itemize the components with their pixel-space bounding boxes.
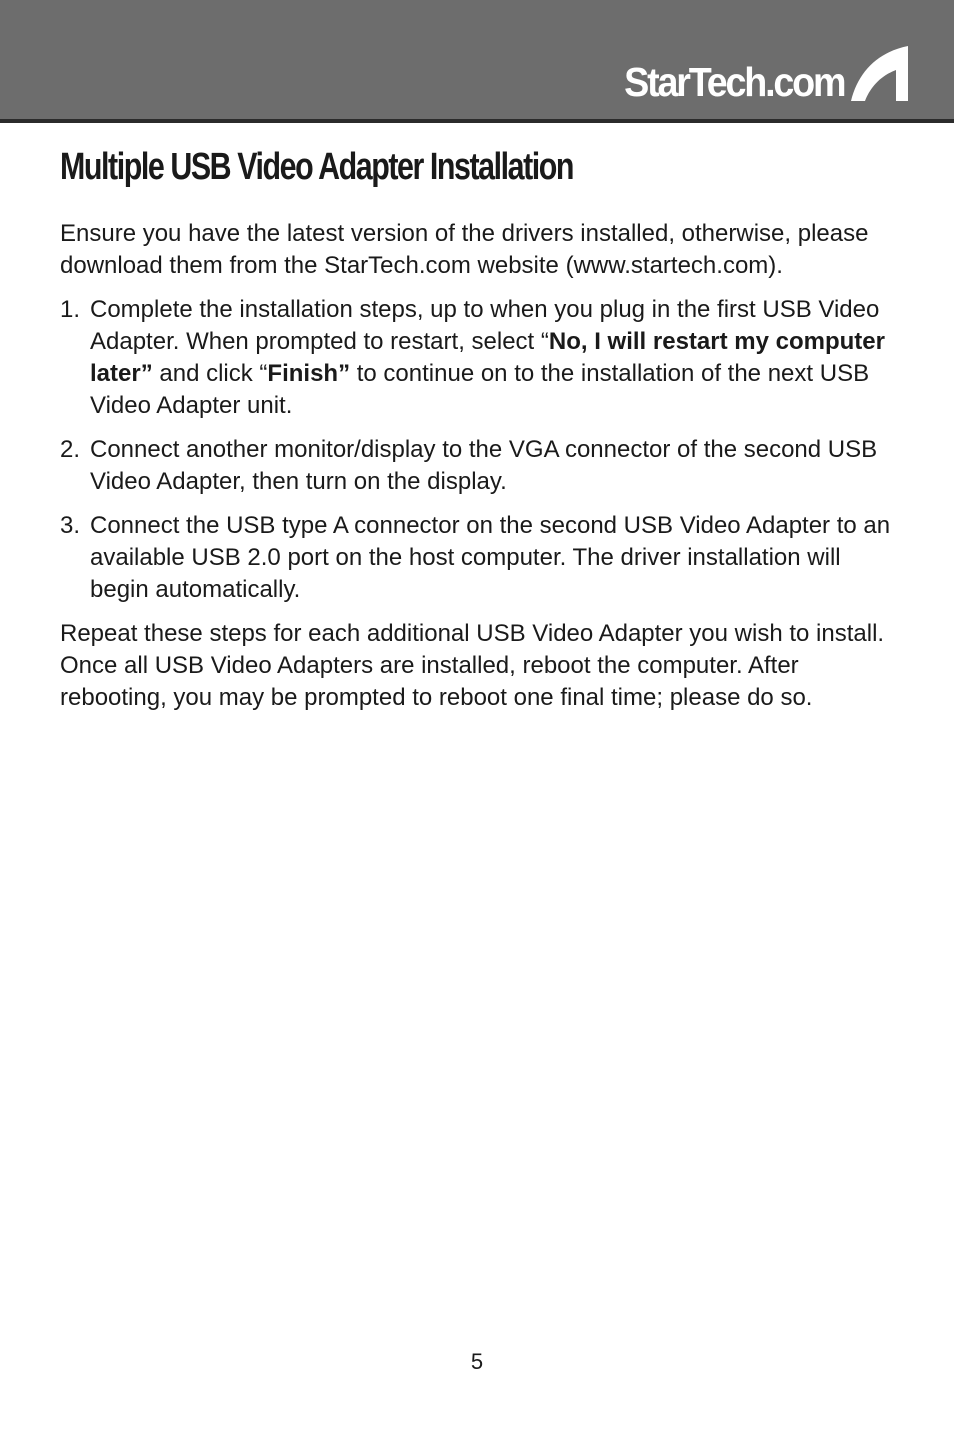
logo-text: StarTech.com (623, 59, 844, 105)
list-item-step-2 (60, 434, 900, 498)
intro-paragraph: Ensure you have the latest version of the drivers installed, otherwise, please download them from the StarTech.com website (www.startech.com). (60, 220, 869, 279)
page-title: Multiple USB Video Adapter Installation (60, 146, 574, 188)
step-text-part: Complete the installation steps, up to when you plug in the first USB Video Adapter. When prompted to restart, select “ (90, 296, 880, 355)
step-number: 1. (60, 296, 81, 323)
list-item-step-1 (60, 294, 900, 422)
logo-swoosh-icon (848, 44, 910, 104)
step-text-part: and click “ (152, 360, 268, 387)
page-number: 5 (470, 1349, 484, 1374)
bold-option-label: No, I will restart my computer later” (90, 328, 885, 387)
bold-button-label: Finish” (267, 360, 351, 387)
step-text (90, 294, 900, 422)
outro-paragraph: Repeat these steps for each additional USB Video Adapter you wish to install. Once all USB Video Adapters are installed, reboot the computer. After rebooting, you may be prompted to reboot one final time; please do so. (60, 620, 885, 711)
header-band (0, 0, 954, 123)
main-content (60, 218, 900, 726)
step-text: Connect the USB type A connector on the second USB Video Adapter to an available USB 2.0 port on the host computer. The driver installation will begin automatically. (90, 512, 891, 603)
step-number: 2. (60, 436, 81, 463)
startech-logo (605, 44, 910, 104)
step-number: 3. (60, 512, 81, 539)
list-item-step-3 (60, 510, 900, 606)
step-text: Connect another monitor/display to the VGA connector of the second USB Video Adapter, then turn on the display. (90, 436, 878, 495)
step-text-part: to continue on to the installation of the next USB Video Adapter unit. (90, 360, 870, 419)
installation-steps-list (60, 294, 900, 606)
